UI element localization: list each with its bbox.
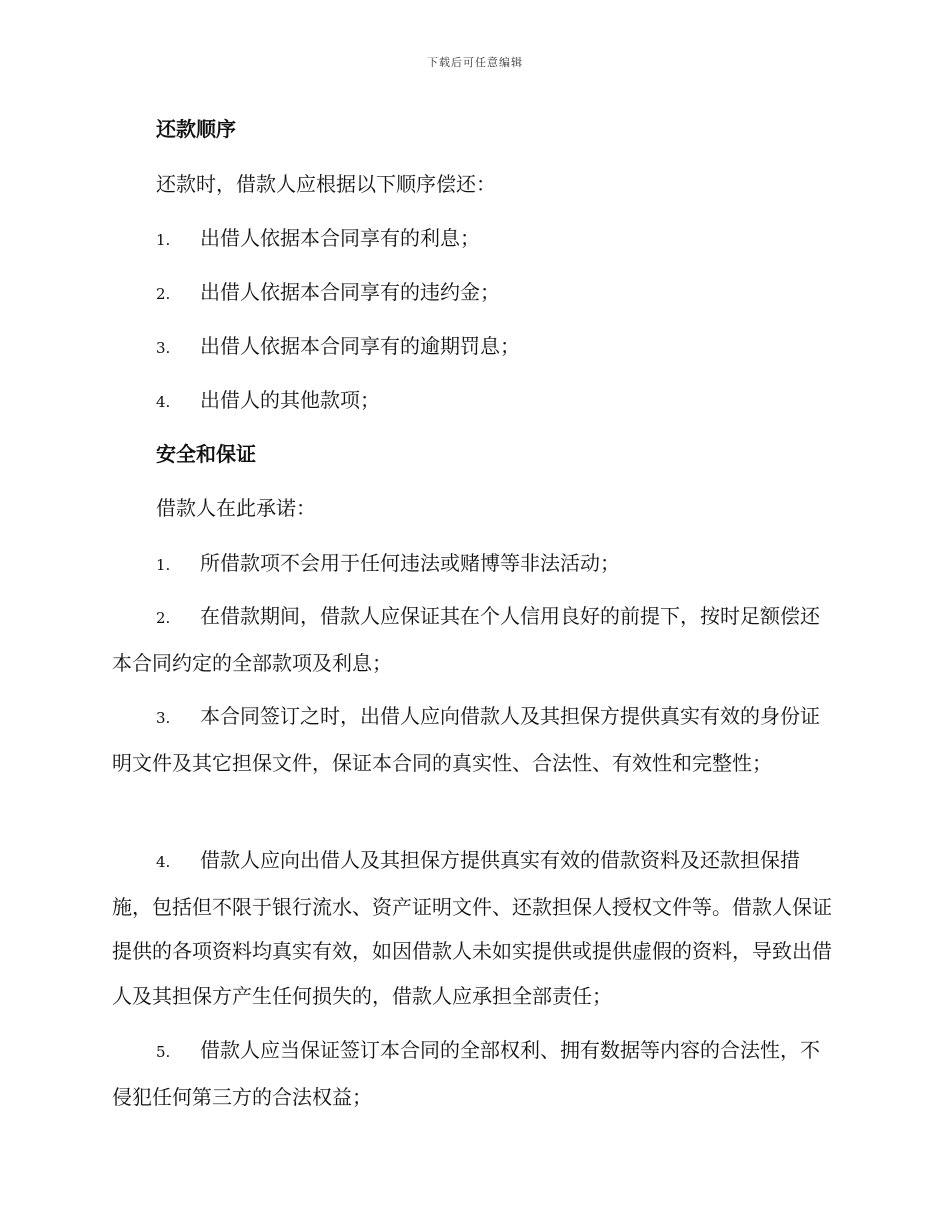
list-item-number: 3. [156,709,171,727]
list-item [112,594,837,685]
page-header-note: 下载后可任意编辑 [427,56,523,69]
list-item [112,278,837,308]
list-item-text: 借款人应当保证签订本合同的全部权利、拥有数据等内容的合法性，不侵犯任何第三方的合法权益； [112,1038,820,1109]
list-item-text: 出借人的其他款项； [200,388,380,412]
section-title-security-guarantee: 安全和保证 [156,442,256,466]
list-item-number: 1. [156,231,171,249]
list-item-number: 3. [156,339,171,357]
list-item [112,386,837,416]
list-item [112,332,837,362]
list-item-text: 在借款期间，借款人应保证其在个人信用良好的前提下，按时足额偿还本合同约定的全部款项及利息； [112,604,820,675]
list-item-number: 2. [156,609,171,627]
list-item [112,224,837,254]
section-intro-guarantee: 借款人在此承诺： [156,496,316,520]
list-item-text: 出借人依据本合同享有的违约金； [200,280,500,304]
section-title-repayment-order: 还款顺序 [156,117,236,141]
list-item-text: 出借人依据本合同享有的逾期罚息； [200,334,520,358]
list-item-number: 4. [156,853,171,871]
list-item [112,1028,837,1119]
list-item-number: 2. [156,285,171,303]
list-item [112,694,837,785]
list-item [112,838,837,1018]
list-item-number: 5. [156,1043,171,1061]
list-item-text: 出借人依据本合同享有的利息； [200,226,480,250]
list-item-number: 4. [156,393,171,411]
list-item [112,549,837,579]
list-item-text: 借款人应向出借人及其担保方提供真实有效的借款资料及还款担保措施，包括但不限于银行流水、资产证明文件、还款担保人授权文件等。借款人保证提供的各项资料均真实有效，如因借款人未如实提供或提供虚假的资料，导致出借人及其担保方产生任何损失的，借款人应承担全部责任； [112,848,832,1008]
list-item-text: 本合同签订之时，出借人应向借款人及其担保方提供真实有效的身份证明文件及其它担保文件，保证本合同的真实性、合法性、有效性和完整性； [112,704,820,775]
list-item-number: 1. [156,556,171,574]
list-item-text: 所借款项不会用于任何违法或赌博等非法活动； [200,551,620,575]
section-intro-repayment: 还款时，借款人应根据以下顺序偿还： [156,172,496,196]
